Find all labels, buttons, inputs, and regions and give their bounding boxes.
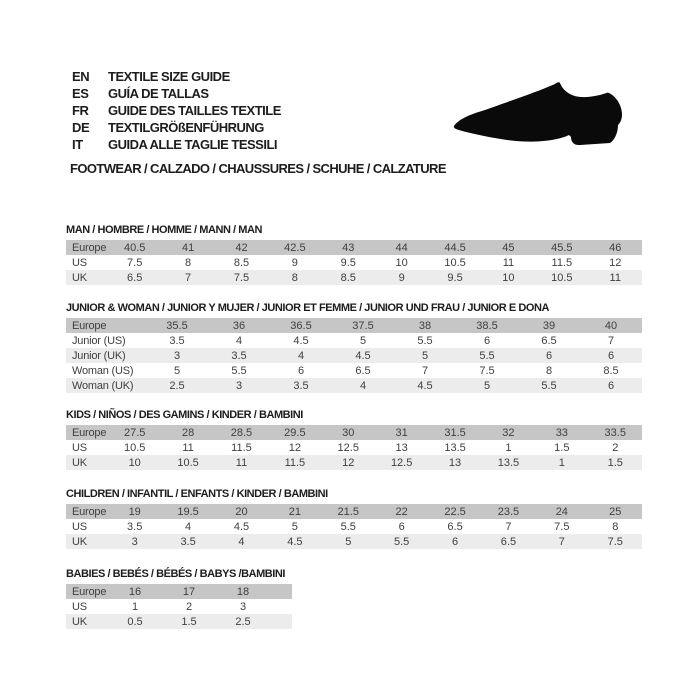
size-value-cell: 33 (555, 426, 568, 439)
size-value-cell: 4 (238, 535, 245, 548)
row-label: Junior (US) (72, 334, 126, 347)
size-value-cell: 6.5 (500, 535, 517, 548)
size-value-cell: 2.5 (169, 379, 185, 392)
size-value-cell: 1.5 (607, 456, 623, 469)
size-value-cell: 39 (542, 319, 556, 332)
size-value-cell: 8 (545, 364, 553, 377)
size-value-cell: 10.5 (123, 441, 146, 454)
row-label: UK (72, 535, 87, 548)
size-value-cell: 5 (345, 535, 352, 548)
size-value-cell: 8 (185, 256, 192, 269)
size-value-cell: 9 (398, 271, 405, 284)
size-value-cell: 6 (451, 535, 459, 548)
size-value-cell: 7 (421, 364, 429, 377)
size-value-cell: 31 (395, 426, 408, 439)
size-value-cell: 10 (395, 256, 408, 269)
size-value-cell: 1 (131, 600, 139, 613)
size-value-cell: 28.5 (230, 426, 253, 439)
size-value-cell: 40 (604, 319, 618, 332)
size-value-cell: 29.5 (284, 426, 306, 439)
size-value-cell: 6.5 (127, 271, 143, 284)
table-row (66, 348, 642, 363)
row-label: UK (72, 456, 87, 469)
size-value-cell: 12 (609, 256, 622, 269)
category-title: FOOTWEAR / CALZADO / CHAUSSURES / SCHUHE / CALZATURE (70, 161, 446, 176)
size-value-cell: 10.5 (177, 456, 199, 469)
size-value-cell: 40.5 (123, 241, 146, 254)
size-value-cell: 20 (235, 505, 248, 518)
size-value-cell: 27.5 (123, 426, 146, 439)
section-title: KIDS / NIÑOS / DES GAMINS / KINDER / BAMBINI (66, 409, 303, 421)
size-value-cell: 5.5 (417, 334, 433, 347)
section-title: MAN / HOMBRE / HOMME / MANN / MAN (66, 224, 262, 236)
size-table-babies (66, 584, 292, 629)
size-value-cell: 11 (182, 441, 194, 454)
size-value-cell: 1.5 (554, 441, 570, 454)
table-row (66, 255, 642, 270)
size-value-cell: 6 (483, 334, 491, 347)
size-value-cell: 3 (131, 535, 138, 548)
language-code: ES (72, 86, 89, 101)
section-title: BABIES / BEBÉS / BÉBÉS / BABYS /BAMBINI (66, 568, 285, 580)
size-value-cell: 35.5 (166, 319, 188, 332)
row-label: US (72, 256, 87, 269)
size-value-cell: 7.5 (554, 520, 570, 533)
size-value-cell: 5.5 (340, 520, 356, 533)
table-row (66, 363, 642, 378)
size-value-cell: 8.5 (603, 364, 619, 377)
table-row (66, 584, 292, 599)
size-table-children (66, 504, 642, 549)
section-children (66, 488, 642, 549)
size-value-cell: 42.5 (284, 241, 306, 254)
table-row (66, 599, 292, 614)
size-value-cell: 7 (607, 334, 615, 347)
size-value-cell: 6 (545, 349, 553, 362)
size-value-cell: 0.5 (127, 615, 143, 628)
size-value-cell: 12.5 (390, 456, 413, 469)
size-value-cell: 44 (395, 241, 408, 254)
language-row-it (72, 136, 281, 153)
table-row (66, 240, 642, 255)
size-value-cell: 10 (128, 456, 141, 469)
size-value-cell: 3 (235, 379, 243, 392)
size-value-cell: 36.5 (290, 319, 312, 332)
language-code: EN (72, 69, 90, 84)
size-value-cell: 8 (291, 271, 298, 284)
size-value-cell: 43 (342, 241, 355, 254)
size-value-cell: 11.5 (551, 256, 573, 269)
row-label: Junior (UK) (72, 349, 126, 362)
row-label: Woman (UK) (72, 379, 134, 392)
size-value-cell: 1 (505, 441, 512, 454)
size-value-cell: 2.5 (235, 615, 251, 628)
size-value-cell: 21 (288, 505, 301, 518)
size-value-cell: 2 (185, 600, 193, 613)
size-value-cell: 6.5 (541, 334, 557, 347)
size-value-cell: 33.5 (604, 426, 626, 439)
section-babies (66, 568, 292, 629)
size-value-cell: 7 (505, 520, 512, 533)
size-value-cell: 19.5 (177, 505, 199, 518)
table-row (66, 440, 642, 455)
size-value-cell: 4.5 (355, 349, 371, 362)
size-value-cell: 11 (502, 256, 515, 269)
size-value-cell: 3.5 (127, 520, 143, 533)
language-row-en (72, 68, 281, 85)
size-value-cell: 3.5 (180, 535, 196, 548)
size-value-cell: 10 (502, 271, 515, 284)
language-label: TEXTILGRÖßENFÜHRUNG (108, 120, 264, 135)
size-value-cell: 9.5 (340, 256, 356, 269)
size-value-cell: 6.5 (447, 520, 463, 533)
size-value-cell: 4.5 (293, 334, 309, 347)
size-value-cell: 10.5 (551, 271, 573, 284)
size-value-cell: 12 (342, 456, 355, 469)
size-value-cell: 5.5 (479, 349, 495, 362)
size-value-cell: 45.5 (551, 241, 573, 254)
row-label: Europe (72, 426, 107, 439)
size-value-cell: 25 (609, 505, 622, 518)
table-row (66, 519, 642, 534)
size-value-cell: 17 (182, 585, 196, 598)
language-label: TEXTILE SIZE GUIDE (108, 69, 230, 84)
size-value-cell: 7 (185, 271, 192, 284)
table-row (66, 318, 642, 333)
language-code: DE (72, 120, 90, 135)
size-value-cell: 22.5 (444, 505, 466, 518)
row-label: Europe (72, 585, 107, 598)
size-value-cell: 1.5 (181, 615, 197, 628)
row-label: Woman (US) (72, 364, 134, 377)
size-value-cell: 2 (612, 441, 619, 454)
size-value-cell: 18 (236, 585, 250, 598)
size-value-cell: 8 (612, 520, 619, 533)
size-value-cell: 16 (128, 585, 142, 598)
size-value-cell: 7.5 (233, 271, 250, 284)
table-row (66, 378, 642, 393)
size-value-cell: 5.5 (231, 364, 247, 377)
size-value-cell: 4.5 (417, 379, 433, 392)
size-value-cell: 44.5 (444, 241, 466, 254)
language-row-de (72, 119, 281, 136)
size-value-cell: 13 (395, 441, 408, 454)
size-value-cell: 46 (609, 241, 622, 254)
table-row (66, 534, 642, 549)
table-row (66, 455, 642, 470)
dress-shoe-icon (452, 80, 625, 147)
size-value-cell: 5.5 (541, 379, 557, 392)
size-value-cell: 5 (359, 334, 367, 347)
size-value-cell: 3.5 (231, 349, 247, 362)
size-value-cell: 10.5 (444, 256, 466, 269)
size-value-cell: 45 (502, 241, 515, 254)
language-row-es (72, 85, 281, 102)
size-value-cell: 7.5 (127, 256, 143, 269)
size-value-cell: 5.5 (394, 535, 410, 548)
size-value-cell: 6 (607, 379, 615, 392)
size-value-cell: 3.5 (169, 334, 185, 347)
size-value-cell: 6.5 (355, 364, 371, 377)
size-value-cell: 8.5 (340, 271, 356, 284)
size-value-cell: 13.5 (444, 441, 466, 454)
row-label: Europe (72, 241, 107, 254)
size-table-junior-woman (66, 318, 642, 393)
section-kids (66, 409, 642, 470)
size-value-cell: 4 (235, 334, 243, 347)
language-label: GUIDA ALLE TAGLIE TESSILI (108, 137, 278, 152)
size-value-cell: 9.5 (447, 271, 463, 284)
size-value-cell: 36 (232, 319, 246, 332)
size-value-cell: 4.5 (233, 520, 250, 533)
size-value-cell: 28 (181, 426, 195, 439)
size-value-cell: 11.5 (284, 456, 306, 469)
row-label: UK (72, 615, 87, 628)
size-value-cell: 6 (607, 349, 615, 362)
size-value-cell: 3 (173, 349, 181, 362)
size-value-cell: 12.5 (337, 441, 359, 454)
section-junior-woman (66, 302, 642, 393)
size-value-cell: 6 (297, 364, 305, 377)
size-value-cell: 7.5 (479, 364, 495, 377)
row-label: Europe (72, 505, 107, 518)
size-value-cell: 11 (235, 456, 248, 469)
size-value-cell: 3 (239, 600, 247, 613)
size-value-cell: 13 (448, 456, 462, 469)
size-value-cell: 4 (297, 349, 305, 362)
language-row-fr (72, 102, 281, 119)
table-row (66, 614, 292, 629)
size-table-kids (66, 425, 642, 470)
size-value-cell: 13.5 (497, 456, 520, 469)
size-value-cell: 24 (555, 505, 568, 518)
row-label: Europe (72, 319, 107, 332)
language-code: FR (72, 103, 89, 118)
size-value-cell: 3.5 (293, 379, 309, 392)
section-title: JUNIOR & WOMAN / JUNIOR Y MUJER / JUNIOR ET FEMME / JUNIOR UND FRAU / JUNIOR E DONA (66, 302, 549, 314)
language-label: GUIDE DES TAILLES TEXTILE (108, 103, 281, 118)
size-value-cell: 7.5 (607, 535, 623, 548)
filler-cell (270, 584, 292, 599)
size-value-cell: 21.5 (337, 505, 359, 518)
size-value-cell: 4 (359, 379, 367, 392)
size-value-cell: 32 (502, 426, 515, 439)
size-value-cell: 12 (288, 441, 301, 454)
size-value-cell: 1 (558, 456, 565, 469)
size-value-cell: 7 (558, 535, 565, 548)
size-table-man (66, 240, 642, 285)
row-label: UK (72, 271, 87, 284)
size-value-cell: 8.5 (233, 256, 250, 269)
row-label: US (72, 441, 87, 454)
size-value-cell: 37.5 (352, 319, 374, 332)
size-value-cell: 9 (291, 256, 298, 269)
filler-cell (270, 614, 292, 629)
size-value-cell: 31.5 (444, 426, 466, 439)
size-value-cell: 5 (173, 364, 181, 377)
size-value-cell: 11.5 (231, 441, 252, 454)
section-man (66, 224, 642, 285)
size-value-cell: 6 (398, 520, 405, 533)
size-value-cell: 5 (291, 520, 298, 533)
table-row (66, 333, 642, 348)
filler-cell (270, 599, 292, 614)
size-value-cell: 38.5 (476, 319, 498, 332)
size-value-cell: 22 (395, 505, 408, 518)
size-value-cell: 30 (342, 426, 355, 439)
size-value-cell: 5 (421, 349, 429, 362)
size-value-cell: 4.5 (287, 535, 303, 548)
language-header (72, 68, 281, 153)
language-code: IT (72, 137, 83, 152)
section-title: CHILDREN / INFANTIL / ENFANTS / KINDER / BAMBINI (66, 488, 328, 500)
size-value-cell: 23.5 (497, 505, 520, 518)
table-row (66, 504, 642, 519)
size-value-cell: 5 (483, 379, 491, 392)
row-label: US (72, 600, 87, 613)
size-value-cell: 19 (128, 505, 141, 518)
table-row (66, 425, 642, 440)
row-label: US (72, 520, 87, 533)
table-row (66, 270, 642, 285)
size-value-cell: 4 (185, 520, 192, 533)
language-label: GUÍA DE TALLAS (108, 86, 209, 101)
size-value-cell: 11 (609, 271, 621, 284)
size-value-cell: 41 (181, 241, 195, 254)
size-value-cell: 38 (418, 319, 432, 332)
size-value-cell: 42 (235, 241, 248, 254)
